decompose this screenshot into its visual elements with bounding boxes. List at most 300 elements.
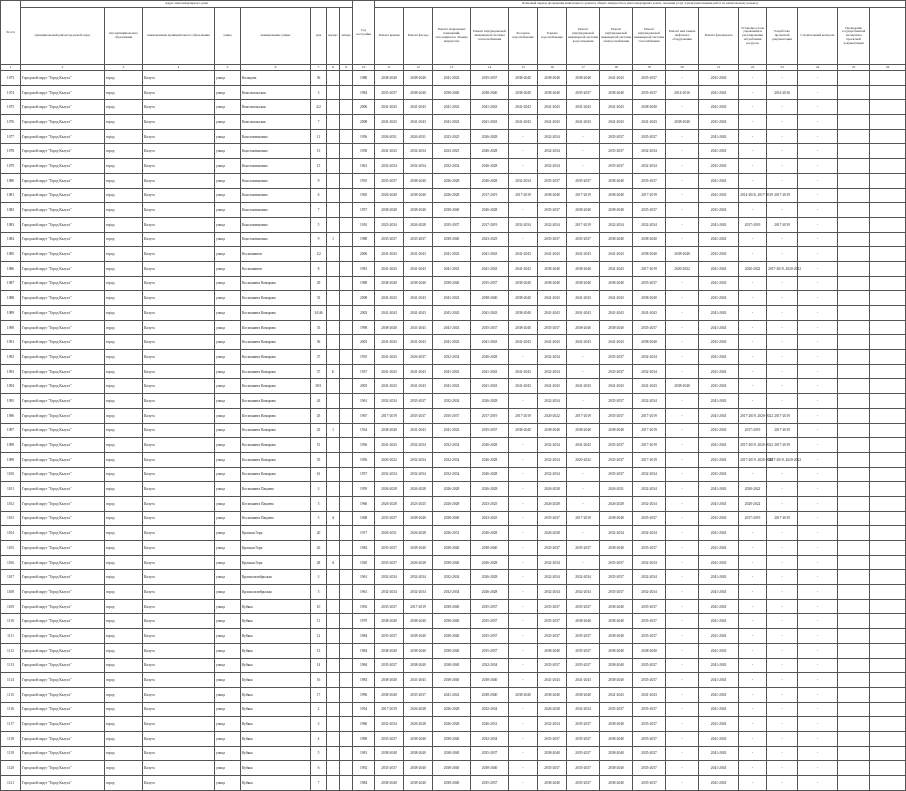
period-cell: 2035-2037 xyxy=(600,570,633,585)
period-cell: 2041-2043 xyxy=(375,291,404,306)
year-cell: 1984 xyxy=(353,658,375,673)
table-row xyxy=(1,100,906,115)
street-name-cell: Кубяка xyxy=(241,746,311,761)
period-cell: - xyxy=(666,423,699,438)
period-cell: - xyxy=(739,100,767,115)
period-cell: 2035-2037 xyxy=(633,511,666,526)
period-cell: 2038-2040 xyxy=(375,614,404,629)
period-cell: 2032-2034 xyxy=(538,438,567,453)
period-cell: 2041-2043 xyxy=(699,306,739,321)
letter-cell xyxy=(340,188,353,203)
row-number: 1089 xyxy=(1,306,21,321)
street-name-cell: Кубяка xyxy=(241,599,311,614)
empty-cell xyxy=(838,687,870,702)
period-cell: - xyxy=(509,438,538,453)
settlement-type-cell: город xyxy=(105,511,143,526)
period-cell: - xyxy=(798,115,838,130)
period-cell: 2023-2025 xyxy=(471,496,509,511)
period-cell: 2032-2034 xyxy=(538,217,567,232)
period-cell: 2041-2043 xyxy=(699,129,739,144)
street-name-cell: Константиновых xyxy=(241,159,311,174)
period-cell: 2041-2043 xyxy=(471,115,509,130)
empty-cell xyxy=(870,482,906,497)
period-cell: - xyxy=(666,217,699,232)
period-cell: 2032-2034 xyxy=(404,438,433,453)
period-cell: 2035-2037 xyxy=(567,776,600,791)
year-cell: 1968 xyxy=(353,511,375,526)
period-cell: 2041-2043 xyxy=(699,746,739,761)
letter-cell xyxy=(340,115,353,130)
period-cell: 2032-2034 xyxy=(633,350,666,365)
period-cell: 2023-2025 xyxy=(471,232,509,247)
settlement-type-cell: город xyxy=(105,526,143,541)
municipality-cell: Городской округ "Город Калуга" xyxy=(21,452,105,467)
period-cell: 2032-2034 xyxy=(600,217,633,232)
empty-cell xyxy=(838,643,870,658)
street-type-cell: улица xyxy=(215,673,241,688)
empty-cell xyxy=(838,247,870,262)
period-cell: 2041-2043 xyxy=(699,614,739,629)
period-cell: 2041-2043 xyxy=(404,261,433,276)
period-cell: 2038-2040 xyxy=(509,320,538,335)
period-cell: 2041-2043 xyxy=(433,687,471,702)
period-cell: - xyxy=(666,746,699,761)
house-cell: 26 xyxy=(311,541,327,556)
period-cell: 2032-2034 xyxy=(538,452,567,467)
empty-cell xyxy=(870,232,906,247)
year-cell: 1965 xyxy=(353,188,375,203)
empty-cell xyxy=(870,408,906,423)
period-cell: - xyxy=(739,702,767,717)
period-cell: 2038-2040 xyxy=(404,658,433,673)
municipality-cell: Городской округ "Город Калуга" xyxy=(21,85,105,100)
empty-cell xyxy=(870,438,906,453)
settlement-name-cell: Калуга xyxy=(143,394,215,409)
period-cell: - xyxy=(767,203,798,218)
period-cell: 2020-2022 xyxy=(739,261,767,276)
period-cell: 2038-2040 xyxy=(433,276,471,291)
year-cell: 2008 xyxy=(353,115,375,130)
period-cell: 2035-2037 xyxy=(433,217,471,232)
header-hot-water: Горячее водоснабжение xyxy=(538,8,567,65)
street-type-cell: улица xyxy=(215,291,241,306)
letter-cell xyxy=(340,687,353,702)
period-cell: 2041-2043 xyxy=(538,379,567,394)
period-cell: 2041-2043 xyxy=(404,379,433,394)
column-number: 6 xyxy=(241,65,311,71)
column-number: 4 xyxy=(143,65,215,71)
street-type-cell: улица xyxy=(215,585,241,600)
period-cell: 2041-2043 xyxy=(699,658,739,673)
period-cell: - xyxy=(798,71,838,86)
period-cell: 2026-2028 xyxy=(471,159,509,174)
period-cell: - xyxy=(509,232,538,247)
empty-cell xyxy=(838,188,870,203)
settlement-type-cell: город xyxy=(105,761,143,776)
empty-cell xyxy=(870,261,906,276)
period-cell: 2041-2043 xyxy=(699,555,739,570)
settlement-type-cell: город xyxy=(105,423,143,438)
table-row xyxy=(1,555,906,570)
period-cell: 2032-2034 xyxy=(375,159,404,174)
period-cell: - xyxy=(767,643,798,658)
period-cell: - xyxy=(798,159,838,174)
street-name-cell: Красная Гора xyxy=(241,555,311,570)
building-cell xyxy=(327,526,340,541)
row-number: 1075 xyxy=(1,100,21,115)
empty-cell xyxy=(870,217,906,232)
empty-cell xyxy=(870,364,906,379)
period-cell: - xyxy=(739,599,767,614)
period-cell: - xyxy=(798,85,838,100)
period-cell: - xyxy=(739,85,767,100)
table-row xyxy=(1,614,906,629)
period-cell: - xyxy=(798,452,838,467)
period-cell: 2038-2040 xyxy=(600,85,633,100)
period-cell: 2023-2025 xyxy=(433,144,471,159)
empty-cell xyxy=(838,570,870,585)
period-cell: 2041-2043 xyxy=(699,717,739,732)
municipality-cell: Городской округ "Город Калуга" xyxy=(21,261,105,276)
period-cell: - xyxy=(739,306,767,321)
period-cell: 2041-2043 xyxy=(538,100,567,115)
period-cell: 2026-2028 xyxy=(404,702,433,717)
period-cell: 2038-2040 xyxy=(538,85,567,100)
empty-cell xyxy=(838,203,870,218)
period-cell: - xyxy=(739,687,767,702)
period-cell: 2041-2043 xyxy=(699,291,739,306)
settlement-name-cell: Калуга xyxy=(143,379,215,394)
period-cell: - xyxy=(567,526,600,541)
period-cell: 2032-2034 xyxy=(538,555,567,570)
period-cell: 2026-2037 xyxy=(404,350,433,365)
period-cell: 2041-2043 xyxy=(404,335,433,350)
period-cell: - xyxy=(509,761,538,776)
row-number: 1092 xyxy=(1,350,21,365)
street-type-cell: улица xyxy=(215,159,241,174)
street-name-cell: Космонавта Комарова xyxy=(241,320,311,335)
settlement-name-cell: Калуга xyxy=(143,276,215,291)
building-cell xyxy=(327,585,340,600)
empty-cell xyxy=(838,291,870,306)
letter-cell xyxy=(340,702,353,717)
empty-cell xyxy=(838,614,870,629)
period-cell: 2035-2037 xyxy=(538,629,567,644)
period-cell: 2035-2037 xyxy=(471,776,509,791)
period-cell: - xyxy=(509,599,538,614)
settlement-type-cell: город xyxy=(105,159,143,174)
period-cell: 2038-2040 xyxy=(600,188,633,203)
period-cell: 2041-2043 xyxy=(699,115,739,130)
period-cell: - xyxy=(798,482,838,497)
letter-cell xyxy=(340,217,353,232)
municipality-cell: Городской округ "Город Калуга" xyxy=(21,541,105,556)
period-cell: - xyxy=(798,526,838,541)
header-extra: Проведение государственной экспертизы проектной документации xyxy=(838,8,870,65)
street-name-cell: Кубяка xyxy=(241,687,311,702)
empty-cell xyxy=(838,320,870,335)
house-cell: 38/1 xyxy=(311,379,327,394)
period-cell: 2041-2043 xyxy=(699,100,739,115)
settlement-type-cell: город xyxy=(105,203,143,218)
period-cell: 2035-2037 xyxy=(538,232,567,247)
period-cell: 2032-2034 xyxy=(471,658,509,673)
period-cell: 2035-2037 xyxy=(633,614,666,629)
period-cell: 2035-2037 xyxy=(471,643,509,658)
period-cell: - xyxy=(767,746,798,761)
period-cell: 2032-2034 xyxy=(375,467,404,482)
period-cell: 2017-2019 xyxy=(739,423,767,438)
period-cell: - xyxy=(739,776,767,791)
row-number: 1109 xyxy=(1,599,21,614)
period-cell: 2026-2031 xyxy=(375,526,404,541)
period-cell: 2041-2043 xyxy=(699,173,739,188)
table-row xyxy=(1,643,906,658)
period-cell: 2041-2043 xyxy=(600,379,633,394)
period-cell: - xyxy=(666,673,699,688)
empty-cell xyxy=(870,687,906,702)
street-type-cell: улица xyxy=(215,687,241,702)
period-cell: - xyxy=(739,658,767,673)
period-cell: 2038-2040 xyxy=(375,203,404,218)
period-cell: - xyxy=(509,570,538,585)
period-cell: 2032-2034 xyxy=(600,526,633,541)
period-cell: - xyxy=(666,761,699,776)
period-cell: 2020-2022 xyxy=(375,452,404,467)
period-cell: 2035-2037 xyxy=(375,599,404,614)
settlement-name-cell: Калуга xyxy=(143,746,215,761)
period-cell: 2035-2037 xyxy=(567,731,600,746)
period-cell: 2032-2034 xyxy=(538,144,567,159)
period-cell: 2035-2037 xyxy=(471,276,509,291)
period-cell: 2035-2037 xyxy=(375,629,404,644)
row-number: 1110 xyxy=(1,614,21,629)
period-cell: 2026-2028 xyxy=(600,496,633,511)
period-cell: 2041-2043 xyxy=(433,320,471,335)
period-cell: 2032-2034 xyxy=(404,467,433,482)
period-cell: 2041-2043 xyxy=(633,115,666,130)
street-name-cell: Кубяка xyxy=(241,702,311,717)
header-address-group: Адрес многоквартирного дома xyxy=(21,1,353,8)
municipality-cell: Городской округ "Город Калуга" xyxy=(21,599,105,614)
municipality-cell: Городской округ "Город Калуга" xyxy=(21,276,105,291)
period-cell: 2038-2040 xyxy=(600,761,633,776)
street-type-cell: улица xyxy=(215,423,241,438)
period-cell: 2041-2043 xyxy=(471,261,509,276)
period-cell: - xyxy=(739,541,767,556)
period-cell: - xyxy=(666,467,699,482)
period-cell: 2026-2031 xyxy=(375,129,404,144)
period-cell: 2026-2028 xyxy=(471,144,509,159)
period-cell: - xyxy=(739,335,767,350)
period-cell: 2035-2037 xyxy=(633,71,666,86)
period-cell: 2041-2043 xyxy=(699,71,739,86)
period-cell: - xyxy=(567,144,600,159)
letter-cell xyxy=(340,452,353,467)
period-cell: 2038-2040 xyxy=(538,746,567,761)
period-cell: 2041-2043 xyxy=(699,159,739,174)
house-cell: 3 xyxy=(311,85,327,100)
period-cell: 2032-2034 xyxy=(404,144,433,159)
header-settlement-name: наименование муниципального образования xyxy=(143,8,215,65)
municipality-cell: Городской округ "Город Калуга" xyxy=(21,394,105,409)
period-cell: - xyxy=(509,482,538,497)
period-cell: 2017-2019 xyxy=(471,408,509,423)
period-cell: 2038-2040 xyxy=(567,687,600,702)
period-cell: - xyxy=(767,614,798,629)
settlement-name-cell: Калуга xyxy=(143,673,215,688)
period-cell: 2041-2043 xyxy=(375,364,404,379)
empty-cell xyxy=(838,394,870,409)
municipality-cell: Городской округ "Город Калуга" xyxy=(21,761,105,776)
street-name-cell: Комсомольская xyxy=(241,100,311,115)
period-cell: 2035-2037 xyxy=(567,658,600,673)
row-number: 1107 xyxy=(1,570,21,585)
table-row xyxy=(1,320,906,335)
period-cell: 2026-2028 xyxy=(404,717,433,732)
settlement-name-cell: Калуга xyxy=(143,702,215,717)
settlement-type-cell: город xyxy=(105,482,143,497)
period-cell: 2032-2034 xyxy=(433,438,471,453)
year-cell: 1983 xyxy=(353,673,375,688)
header-house: дом xyxy=(311,8,327,65)
empty-cell xyxy=(870,585,906,600)
period-cell: - xyxy=(767,526,798,541)
settlement-type-cell: город xyxy=(105,306,143,321)
period-cell: 2014-2016, 2017-2019 xyxy=(739,188,767,203)
year-cell: 1979 xyxy=(353,614,375,629)
period-cell: 2041-2043 xyxy=(600,261,633,276)
period-cell: 2038-2040 xyxy=(600,746,633,761)
year-cell: 1959 xyxy=(353,482,375,497)
period-cell: 2041-2043 xyxy=(538,306,567,321)
period-cell: 2038-2040 xyxy=(567,320,600,335)
empty-cell xyxy=(838,599,870,614)
municipality-cell: Городской округ "Город Калуга" xyxy=(21,144,105,159)
municipality-cell: Городской округ "Город Калуга" xyxy=(21,247,105,262)
period-cell: 2017-2019 xyxy=(767,423,798,438)
municipality-cell: Городской округ "Город Калуга" xyxy=(21,438,105,453)
period-cell: 2017-2019 xyxy=(633,452,666,467)
period-cell: 2041-2043 xyxy=(633,687,666,702)
empty-cell xyxy=(870,100,906,115)
period-cell: 2020-2022 xyxy=(666,261,699,276)
period-cell: 2017-2019 xyxy=(739,511,767,526)
period-cell: 2041-2043 xyxy=(509,100,538,115)
settlement-type-cell: город xyxy=(105,276,143,291)
empty-cell xyxy=(838,85,870,100)
period-cell: 2038-2040 xyxy=(375,320,404,335)
period-cell: 2041-2043 xyxy=(699,482,739,497)
municipality-cell: Городской округ "Город Калуга" xyxy=(21,585,105,600)
period-cell: 2038-2040 xyxy=(633,232,666,247)
period-cell: 2017-2019 xyxy=(767,408,798,423)
street-name-cell: Константиновых xyxy=(241,232,311,247)
period-cell: 2041-2043 xyxy=(699,761,739,776)
empty-cell xyxy=(838,261,870,276)
street-type-cell: улица xyxy=(215,320,241,335)
settlement-name-cell: Калуга xyxy=(143,585,215,600)
house-cell: 45 xyxy=(311,408,327,423)
period-cell: 2041-2043 xyxy=(538,291,567,306)
period-cell: - xyxy=(739,320,767,335)
period-cell: 2038-2040 xyxy=(433,555,471,570)
municipality-cell: Городской округ "Город Калуга" xyxy=(21,320,105,335)
municipality-cell: Городской округ "Город Калуга" xyxy=(21,511,105,526)
period-cell: 2032-2034 xyxy=(567,570,600,585)
table-row xyxy=(1,379,906,394)
empty-cell xyxy=(870,379,906,394)
period-cell: 2035-2037 xyxy=(600,144,633,159)
period-cell: 2017-2019 xyxy=(767,188,798,203)
year-cell: 1998 xyxy=(353,320,375,335)
period-cell: 2038-2040 xyxy=(600,717,633,732)
period-cell: 2035-2037 xyxy=(600,408,633,423)
column-number: 23 xyxy=(767,65,798,71)
period-cell: 2035-2037 xyxy=(633,320,666,335)
period-cell: - xyxy=(739,115,767,130)
row-number: 1095 xyxy=(1,394,21,409)
year-cell: 1992 xyxy=(353,761,375,776)
row-number: 1077 xyxy=(1,129,21,144)
settlement-type-cell: город xyxy=(105,643,143,658)
year-cell: 1996 xyxy=(353,687,375,702)
year-cell: 1920 xyxy=(353,555,375,570)
house-cell: 37 xyxy=(311,350,327,365)
street-name-cell: Космонавта Пацаева xyxy=(241,511,311,526)
settlement-type-cell: город xyxy=(105,129,143,144)
period-cell: 2026-2028 xyxy=(471,452,509,467)
period-cell: 2020-2022 xyxy=(538,408,567,423)
letter-cell xyxy=(340,555,353,570)
house-cell: 4 xyxy=(311,731,327,746)
period-cell: 2017-2019 xyxy=(633,423,666,438)
period-cell: 2032-2034 xyxy=(633,526,666,541)
year-cell: 1981 xyxy=(353,261,375,276)
municipality-cell: Городской округ "Город Калуга" xyxy=(21,702,105,717)
period-cell: 2035-2037 xyxy=(375,541,404,556)
settlement-type-cell: город xyxy=(105,570,143,585)
empty-cell xyxy=(870,350,906,365)
table-row xyxy=(1,452,906,467)
period-cell: 2041-2043 xyxy=(699,335,739,350)
letter-cell xyxy=(340,541,353,556)
period-cell: 2017-2019 xyxy=(567,217,600,232)
period-cell: 2041-2043 xyxy=(699,687,739,702)
year-cell: 1992 xyxy=(353,599,375,614)
row-number: 1078 xyxy=(1,144,21,159)
empty-cell xyxy=(838,423,870,438)
row-number: 1087 xyxy=(1,276,21,291)
settlement-type-cell: город xyxy=(105,350,143,365)
period-cell: 2035-2037 xyxy=(404,687,433,702)
period-cell: 2038-2040 xyxy=(567,71,600,86)
street-name-cell: Космонавта Комарова xyxy=(241,291,311,306)
street-name-cell: Константиновых xyxy=(241,173,311,188)
period-cell: 2038-2040 xyxy=(600,599,633,614)
period-cell: 2020-2022 xyxy=(739,482,767,497)
settlement-type-cell: город xyxy=(105,408,143,423)
period-cell: - xyxy=(509,629,538,644)
period-cell: 2038-2040 xyxy=(633,100,666,115)
street-name-cell: Кубяка xyxy=(241,629,311,644)
street-name-cell: Кубяка xyxy=(241,776,311,791)
period-cell: 2041-2043 xyxy=(699,570,739,585)
period-cell: - xyxy=(739,203,767,218)
municipality-cell: Городской округ "Город Калуга" xyxy=(21,188,105,203)
column-number: 22 xyxy=(739,65,767,71)
period-cell: - xyxy=(767,276,798,291)
